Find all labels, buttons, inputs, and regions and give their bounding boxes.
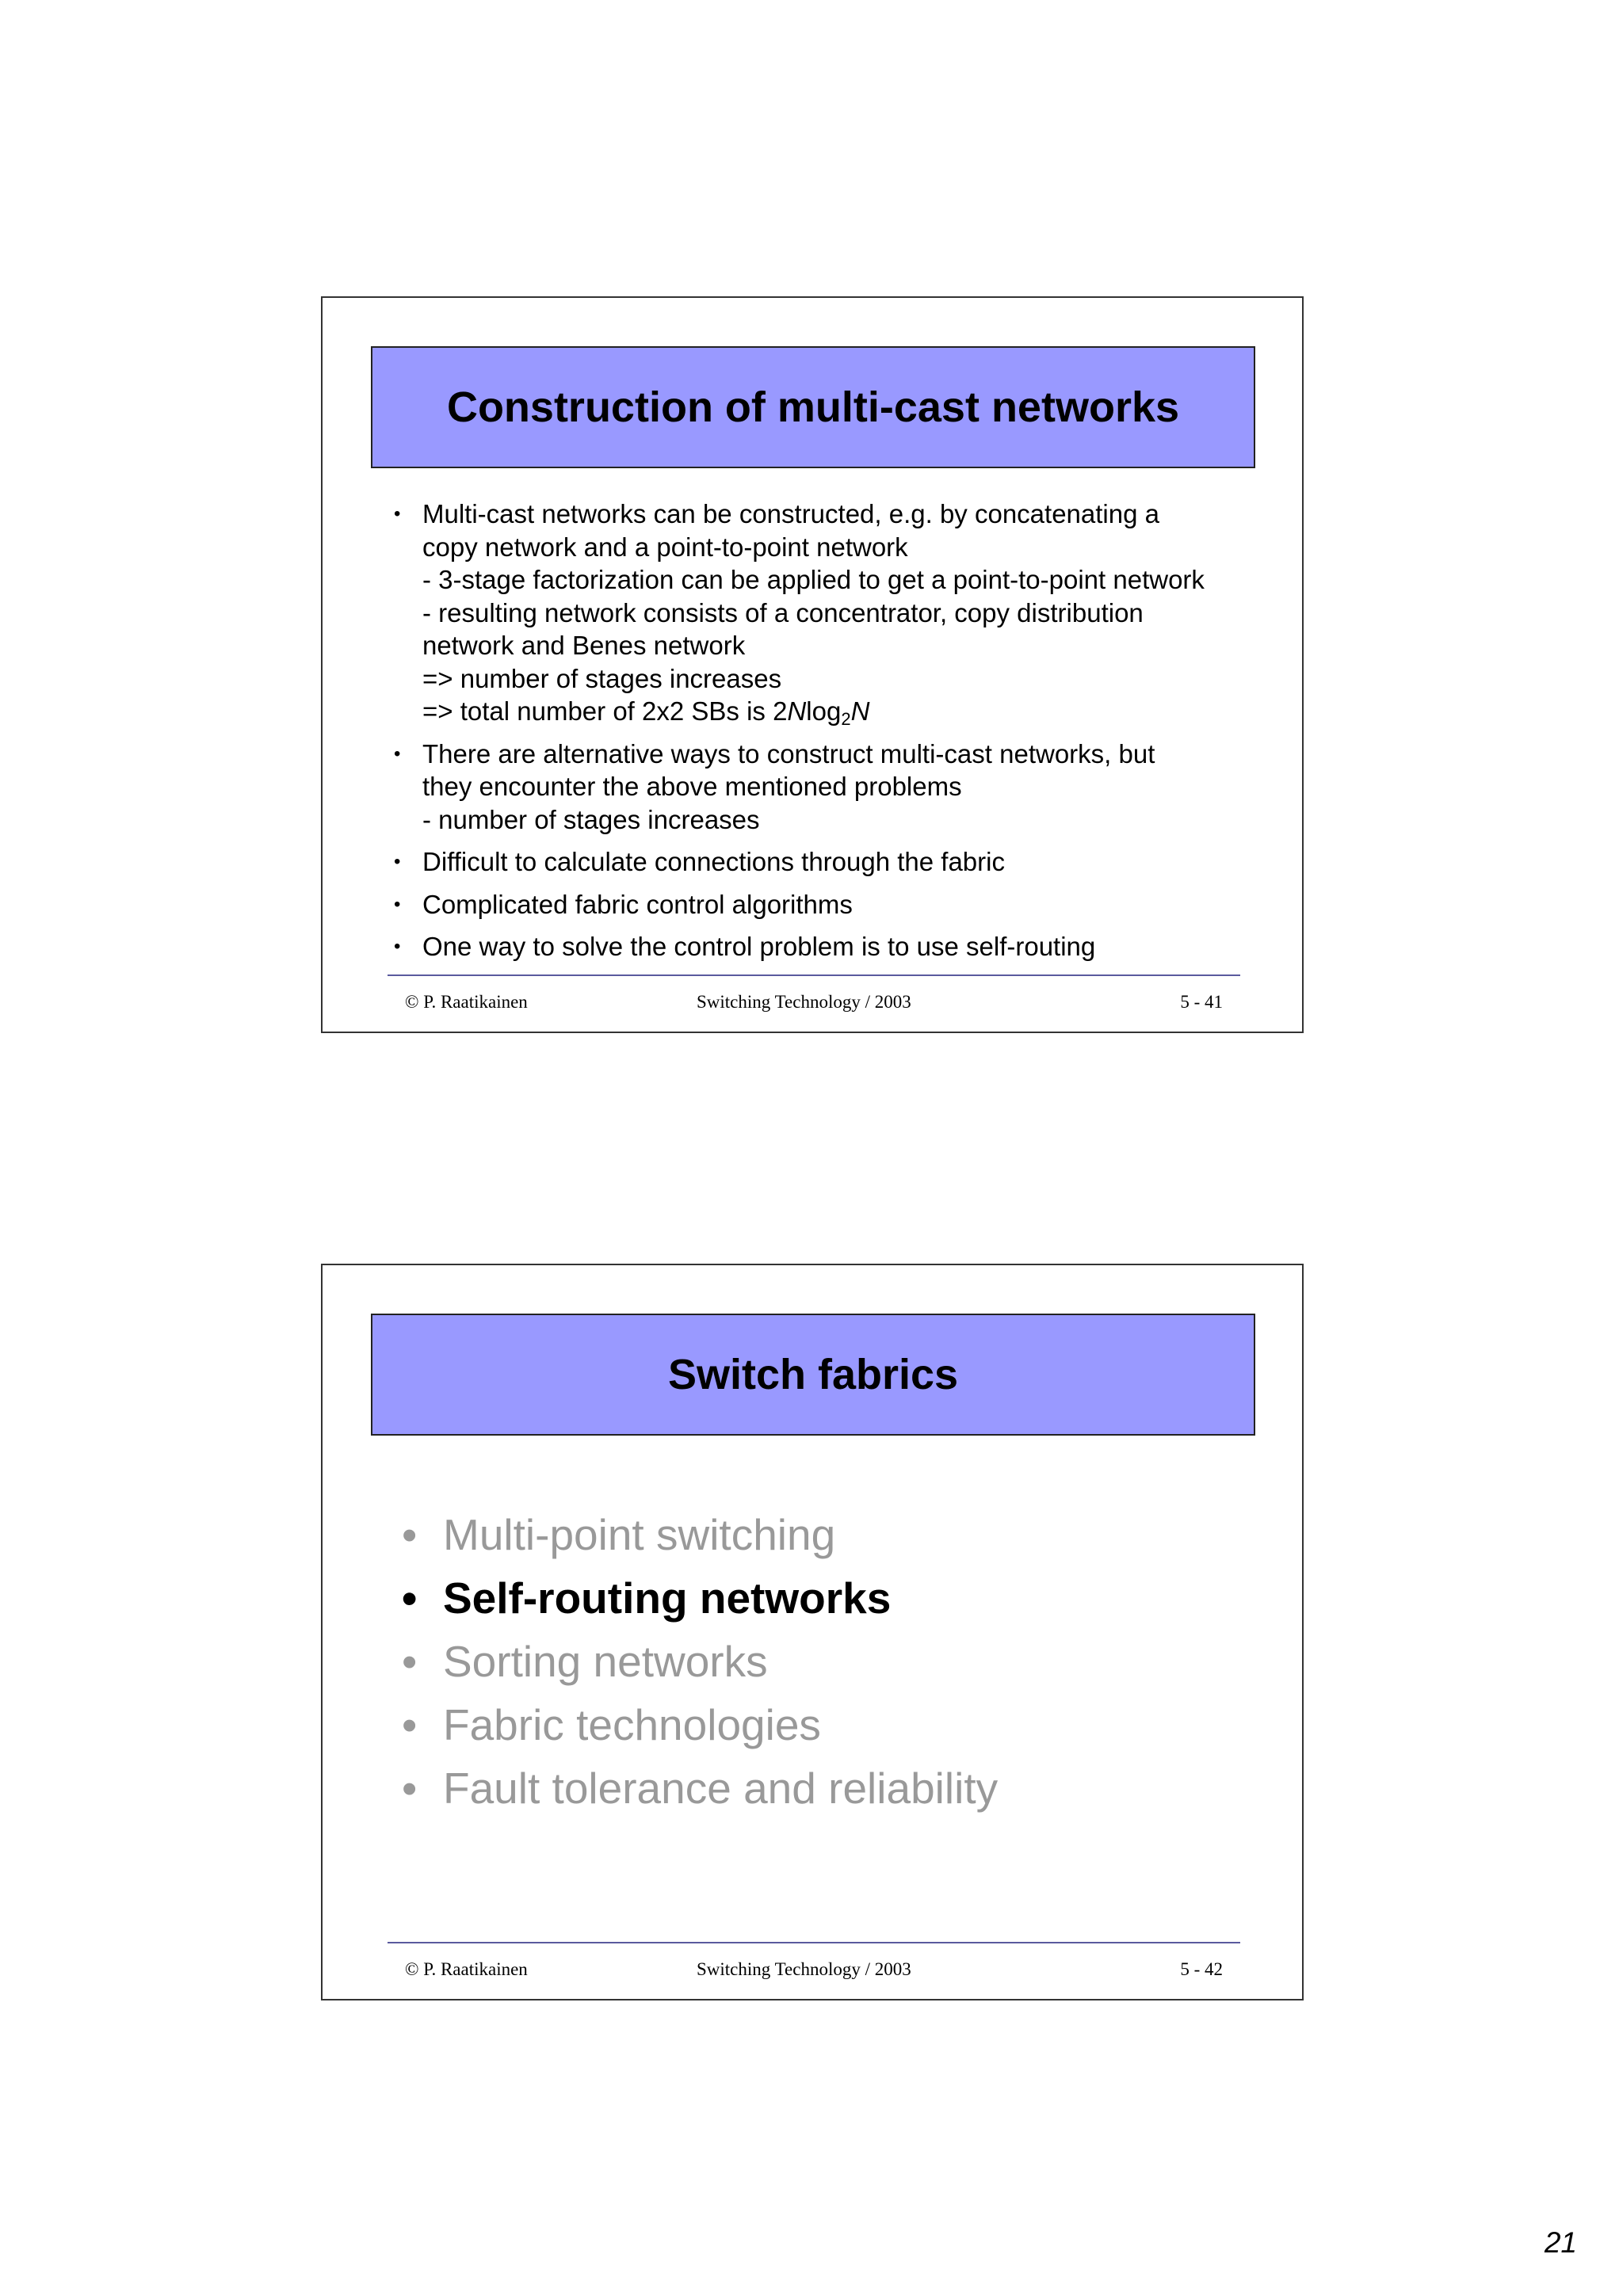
slide-title-box — [371, 1314, 1255, 1436]
slide-title: Switch fabrics — [667, 1351, 959, 1398]
bullet-line: network and Benes network — [422, 631, 746, 660]
bullet-line: Complicated fabric control algorithms — [422, 889, 853, 919]
bullet-dot-icon: • — [394, 503, 401, 524]
slide-title: Construction of multi-cast networks — [446, 383, 1180, 431]
bullet-dot-icon: • — [402, 1764, 418, 1813]
bullet-item — [394, 738, 1274, 837]
agenda-item-label: Fault tolerance and reliability — [443, 1764, 999, 1813]
formula-var-n: N — [850, 696, 870, 726]
bullet-dot-icon: • — [394, 936, 401, 957]
bullet-line: - resulting network consists of a concentrator, copy distribution — [422, 597, 1144, 627]
bullet-item — [394, 930, 1274, 963]
footer-course: Switching Technology / 2003 — [697, 992, 911, 1012]
footer-divider — [388, 1942, 1240, 1943]
bullet-line: - number of stages increases — [422, 804, 760, 834]
bullet-line: copy network and a point-to-point network — [422, 532, 908, 562]
footer-slide-number: 5 - 42 — [1180, 1959, 1223, 1979]
formula-log: log — [806, 696, 842, 726]
bullet-dot-icon: • — [394, 851, 401, 872]
agenda-item — [402, 1693, 1274, 1756]
agenda-item — [402, 1630, 1274, 1693]
slide-title-box — [371, 346, 1255, 468]
bullet-item — [394, 498, 1274, 728]
formula-line — [422, 695, 1274, 728]
bullet-line: There are alternative ways to construct multi-cast networks, but — [422, 738, 1155, 769]
agenda-item-current — [402, 1566, 1274, 1630]
bullet-dot-icon: • — [402, 1510, 418, 1559]
slide-agenda-list — [402, 1503, 1274, 1820]
bullet-line: Multi-cast networks can be constructed, e.g. by concatenating a — [422, 499, 1159, 528]
formula-subscript: 2 — [841, 709, 851, 729]
footer-author: © P. Raatikainen — [405, 1959, 528, 1979]
agenda-item-label: Sorting networks — [443, 1637, 768, 1686]
footer-author: © P. Raatikainen — [405, 992, 528, 1012]
page-number: 21 — [1544, 2226, 1577, 2259]
bullet-dot-icon: • — [402, 1700, 418, 1749]
bullet-line: One way to solve the control problem is to use self-routing — [422, 932, 1096, 961]
footer-slide-number: 5 - 41 — [1180, 992, 1223, 1012]
footer-divider — [388, 974, 1240, 976]
bullet-line: Difficult to calculate connections through the fabric — [422, 847, 1005, 876]
bullet-dot-icon: • — [394, 742, 401, 765]
bullet-line: => number of stages increases — [422, 663, 782, 693]
agenda-item-label: Self-routing networks — [443, 1573, 892, 1623]
slide-5-41 — [321, 296, 1304, 1033]
bullet-item — [394, 845, 1274, 879]
bullet-dot-icon: • — [394, 893, 401, 915]
bullet-dot-icon: • — [402, 1573, 418, 1623]
formula-prefix: => total number of 2x2 SBs is 2 — [422, 696, 788, 726]
footer-course: Switching Technology / 2003 — [697, 1959, 911, 1979]
agenda-item-label: Multi-point switching — [443, 1510, 836, 1559]
agenda-item — [402, 1756, 1274, 1820]
bullet-dot-icon: • — [402, 1637, 418, 1686]
slide-5-42 — [321, 1264, 1304, 2000]
formula-var-n: N — [787, 696, 807, 726]
bullet-item — [394, 888, 1274, 921]
slide-content — [394, 498, 1274, 973]
agenda-item-label: Fabric technologies — [443, 1700, 821, 1749]
agenda-item — [402, 1503, 1274, 1566]
bullet-line: - 3-stage factorization can be applied to get a point-to-point network — [422, 565, 1205, 594]
bullet-line: they encounter the above mentioned problems — [422, 772, 962, 801]
